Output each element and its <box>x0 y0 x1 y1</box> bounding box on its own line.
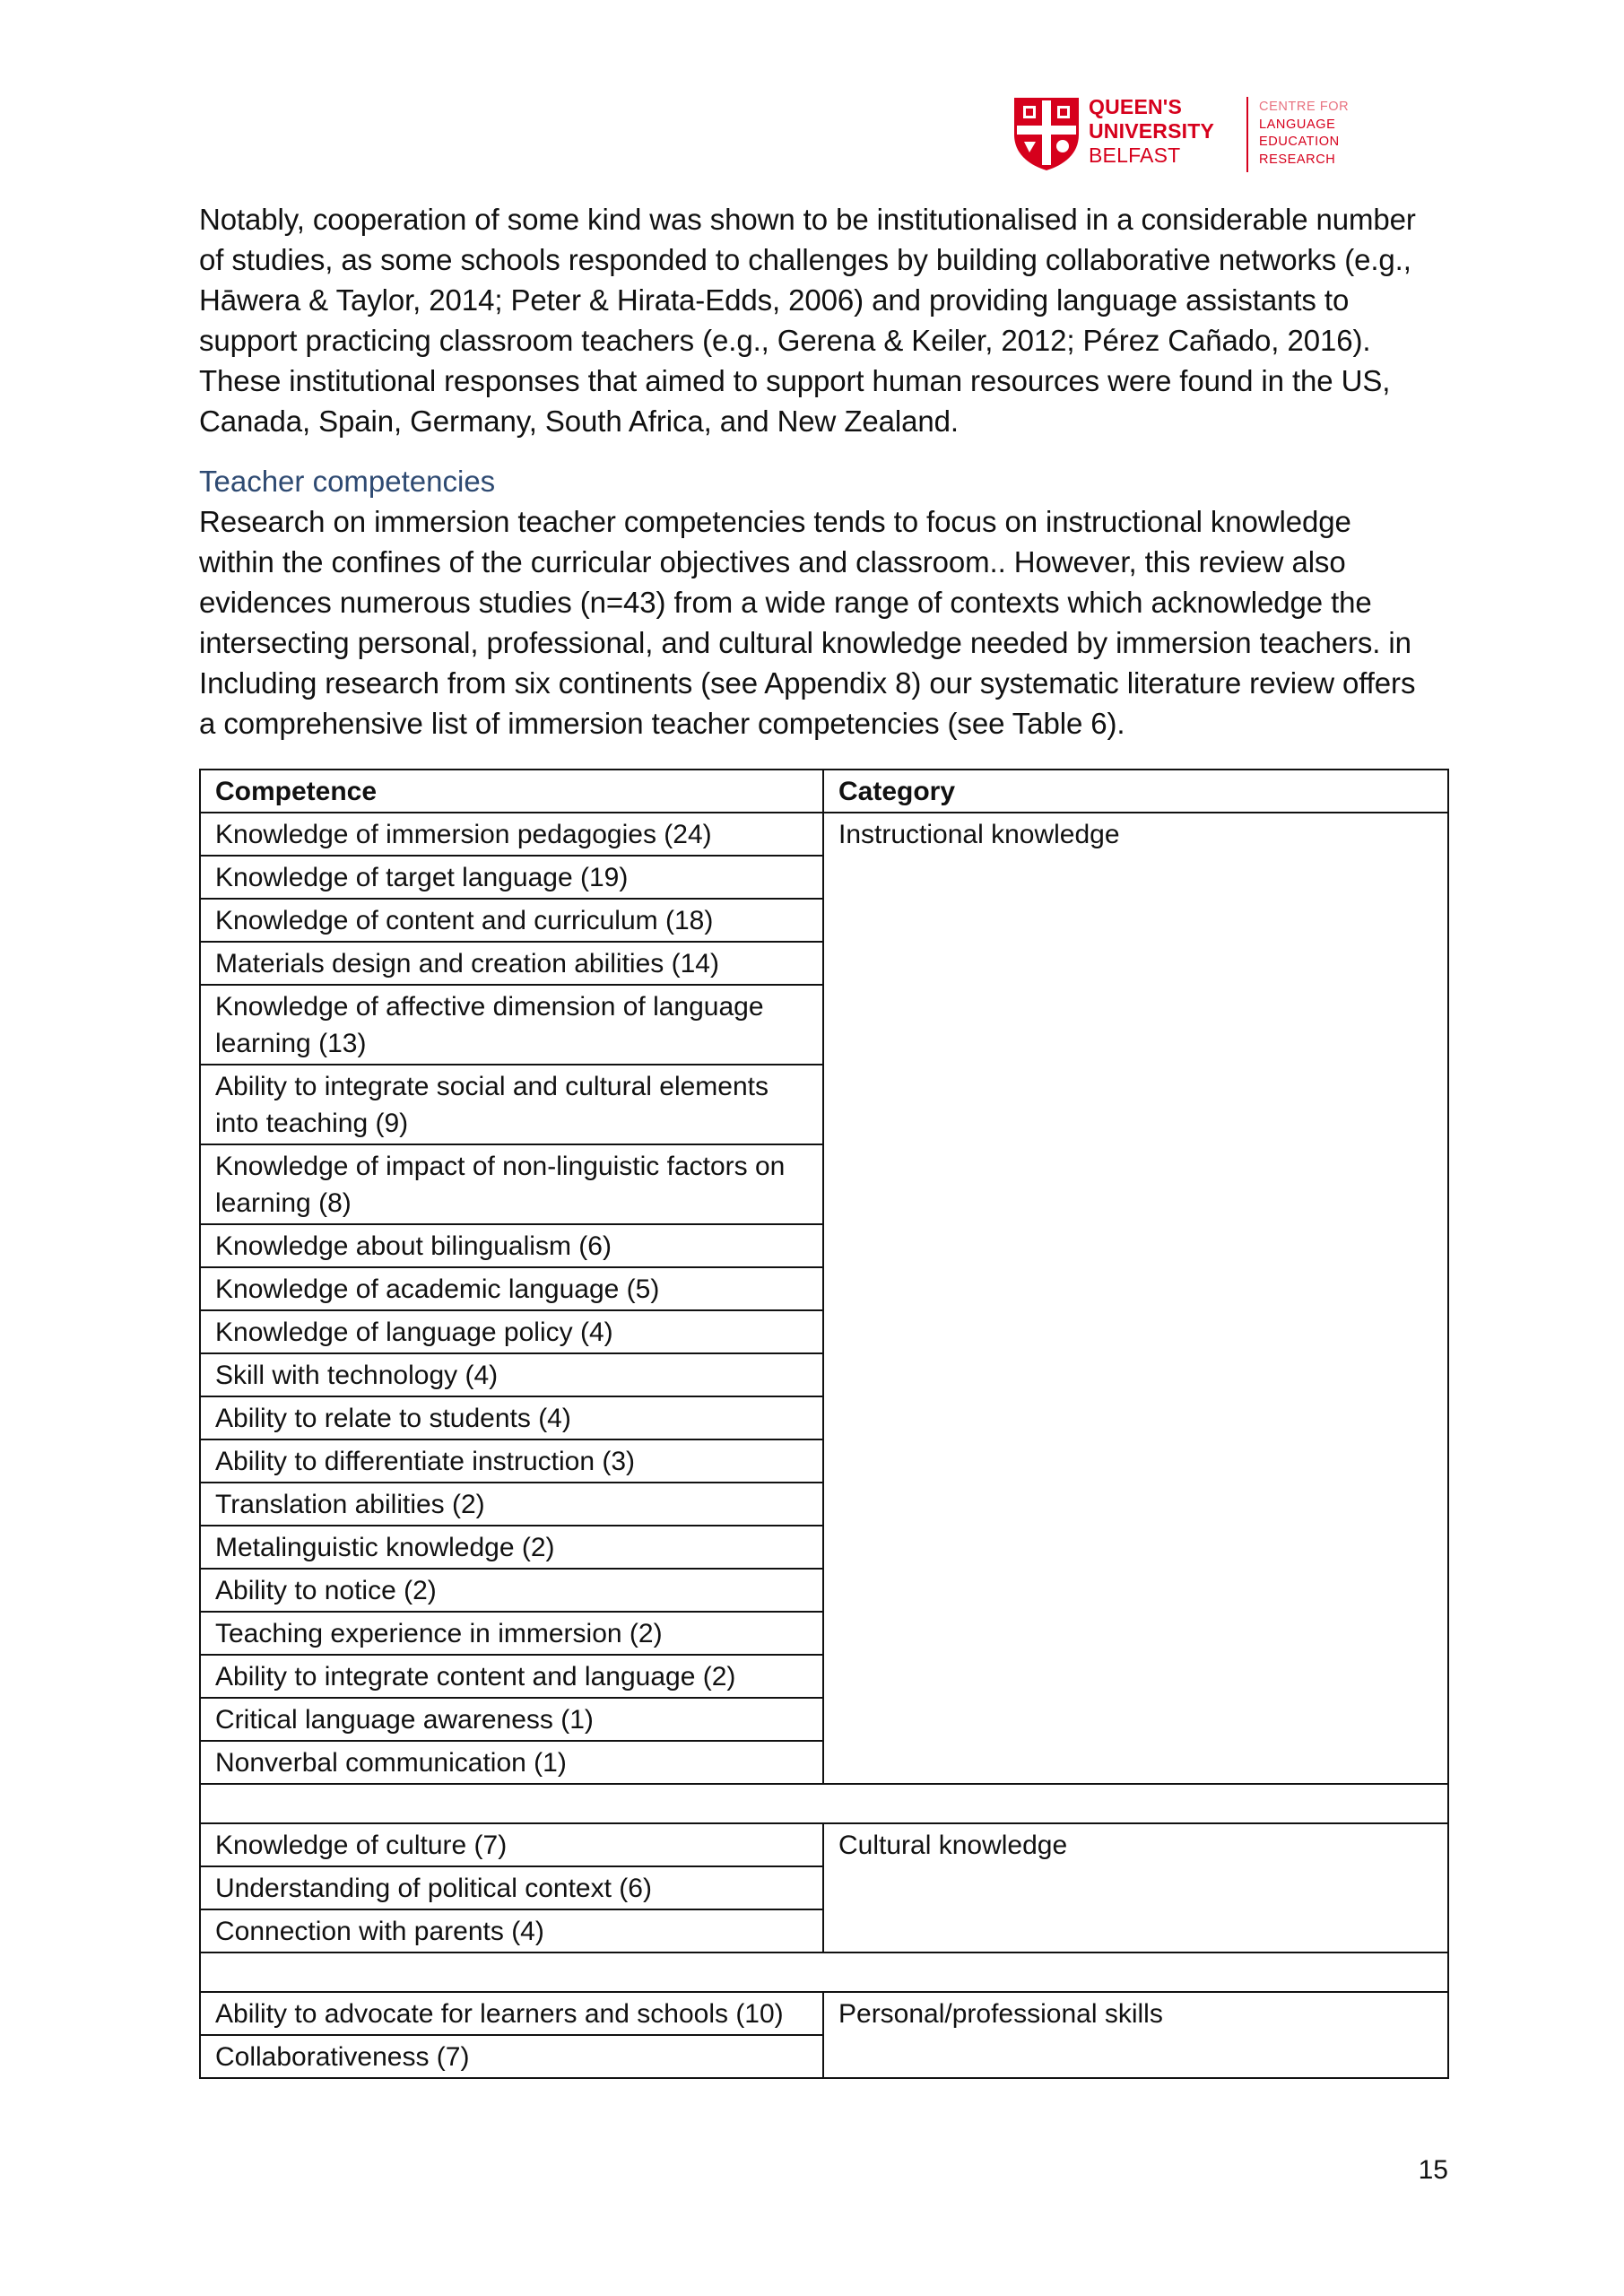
centre-name-line-3: EDUCATION <box>1259 135 1340 149</box>
competence-cell: Ability to differentiate instruction (3) <box>200 1439 823 1483</box>
competence-cell: Metalinguistic knowledge (2) <box>200 1526 823 1569</box>
group-separator-cell <box>200 1784 1448 1823</box>
competence-cell: Connection with parents (4) <box>200 1909 823 1952</box>
university-name-line-3: BELFAST <box>1089 144 1181 167</box>
page-number: 15 <box>1418 2155 1448 2185</box>
logo-divider <box>1246 97 1248 172</box>
competence-cell: Knowledge of impact of non-linguistic factors on learning (8) <box>200 1144 823 1224</box>
header-category: Category <box>823 770 1448 813</box>
competence-cell: Ability to integrate social and cultural elements into teaching (9) <box>200 1065 823 1144</box>
competence-cell: Ability to advocate for learners and schools (10) <box>200 1992 823 2035</box>
university-name <box>1089 95 1241 168</box>
group-separator-row <box>200 1784 1448 1823</box>
competence-cell: Ability to relate to students (4) <box>200 1396 823 1439</box>
group-separator-row <box>200 1952 1448 1992</box>
table-row <box>200 813 1448 856</box>
competence-cell: Knowledge of target language (19) <box>200 856 823 899</box>
competence-cell: Teaching experience in immersion (2) <box>200 1612 823 1655</box>
centre-name <box>1259 99 1358 169</box>
university-logo <box>1012 93 1352 176</box>
competence-cell: Knowledge of academic language (5) <box>200 1267 823 1310</box>
table-header-row <box>200 770 1448 813</box>
competence-cell: Ability to notice (2) <box>200 1569 823 1612</box>
competence-cell: Knowledge of content and curriculum (18) <box>200 899 823 942</box>
competence-cell: Knowledge about bilingualism (6) <box>200 1224 823 1267</box>
competence-cell: Understanding of political context (6) <box>200 1866 823 1909</box>
competence-cell: Materials design and creation abilities (14) <box>200 942 823 985</box>
paragraph-cooperation: Notably, cooperation of some kind was shown to be institutionalised in a considerable number of studies, as some schools responded to challenges by building collaborative networks (e.g., Hāwera & Taylor, 2014; Peter & Hirata-Edds, 2006) and providing language assistants to support practicing classroom teachers (e.g., Gerena & Keiler, 2012; Pérez Cañado, 2016). These institutional responses that aimed to support human resources were found in the US, Canada, Spain, Germany, South Africa, and New Zealand. <box>199 203 1416 438</box>
paragraph-competencies: Research on immersion teacher competencies tends to focus on instructional knowledge within the confines of the curricular objectives and classroom.. However, this review also evidences numerous studies (n=43) from a wide range of contexts which acknowledge the intersecting personal, professional, and cultural knowledge needed by immersion teachers. in Including research from six continents (see Appendix 8) our systematic literature review offers a comprehensive list of immersion teacher competencies (see Table 6). <box>199 505 1416 740</box>
university-name-line-2: UNIVERSITY <box>1089 119 1215 143</box>
competence-cell: Knowledge of immersion pedagogies (24) <box>200 813 823 856</box>
header-competence: Competence <box>200 770 823 813</box>
category-cell: Cultural knowledge <box>823 1823 1448 1952</box>
group-separator-cell <box>200 1952 1448 1992</box>
competence-cell: Nonverbal communication (1) <box>200 1741 823 1784</box>
section-heading: Teacher competencies <box>199 465 496 498</box>
university-crest-icon <box>1012 95 1081 172</box>
competence-cell: Knowledge of language policy (4) <box>200 1310 823 1353</box>
competencies-table-body <box>200 770 1448 2078</box>
centre-name-line-2: LANGUAGE <box>1259 117 1336 132</box>
competence-cell: Collaborativeness (7) <box>200 2035 823 2078</box>
competence-cell: Skill with technology (4) <box>200 1353 823 1396</box>
category-cell: Instructional knowledge <box>823 813 1448 1784</box>
competencies-table <box>199 769 1449 2079</box>
centre-name-line-1: CENTRE FOR <box>1259 100 1350 114</box>
table-row <box>200 1823 1448 1866</box>
competence-cell: Knowledge of culture (7) <box>200 1823 823 1866</box>
category-cell: Personal/professional skills <box>823 1992 1448 2078</box>
competence-cell: Ability to integrate content and language (2) <box>200 1655 823 1698</box>
competence-cell: Knowledge of affective dimension of language learning (13) <box>200 985 823 1065</box>
table-row <box>200 1992 1448 2035</box>
competence-cell: Critical language awareness (1) <box>200 1698 823 1741</box>
university-name-line-1: QUEEN'S <box>1089 95 1183 118</box>
competence-cell: Translation abilities (2) <box>200 1483 823 1526</box>
centre-name-line-4: RESEARCH <box>1259 152 1336 167</box>
